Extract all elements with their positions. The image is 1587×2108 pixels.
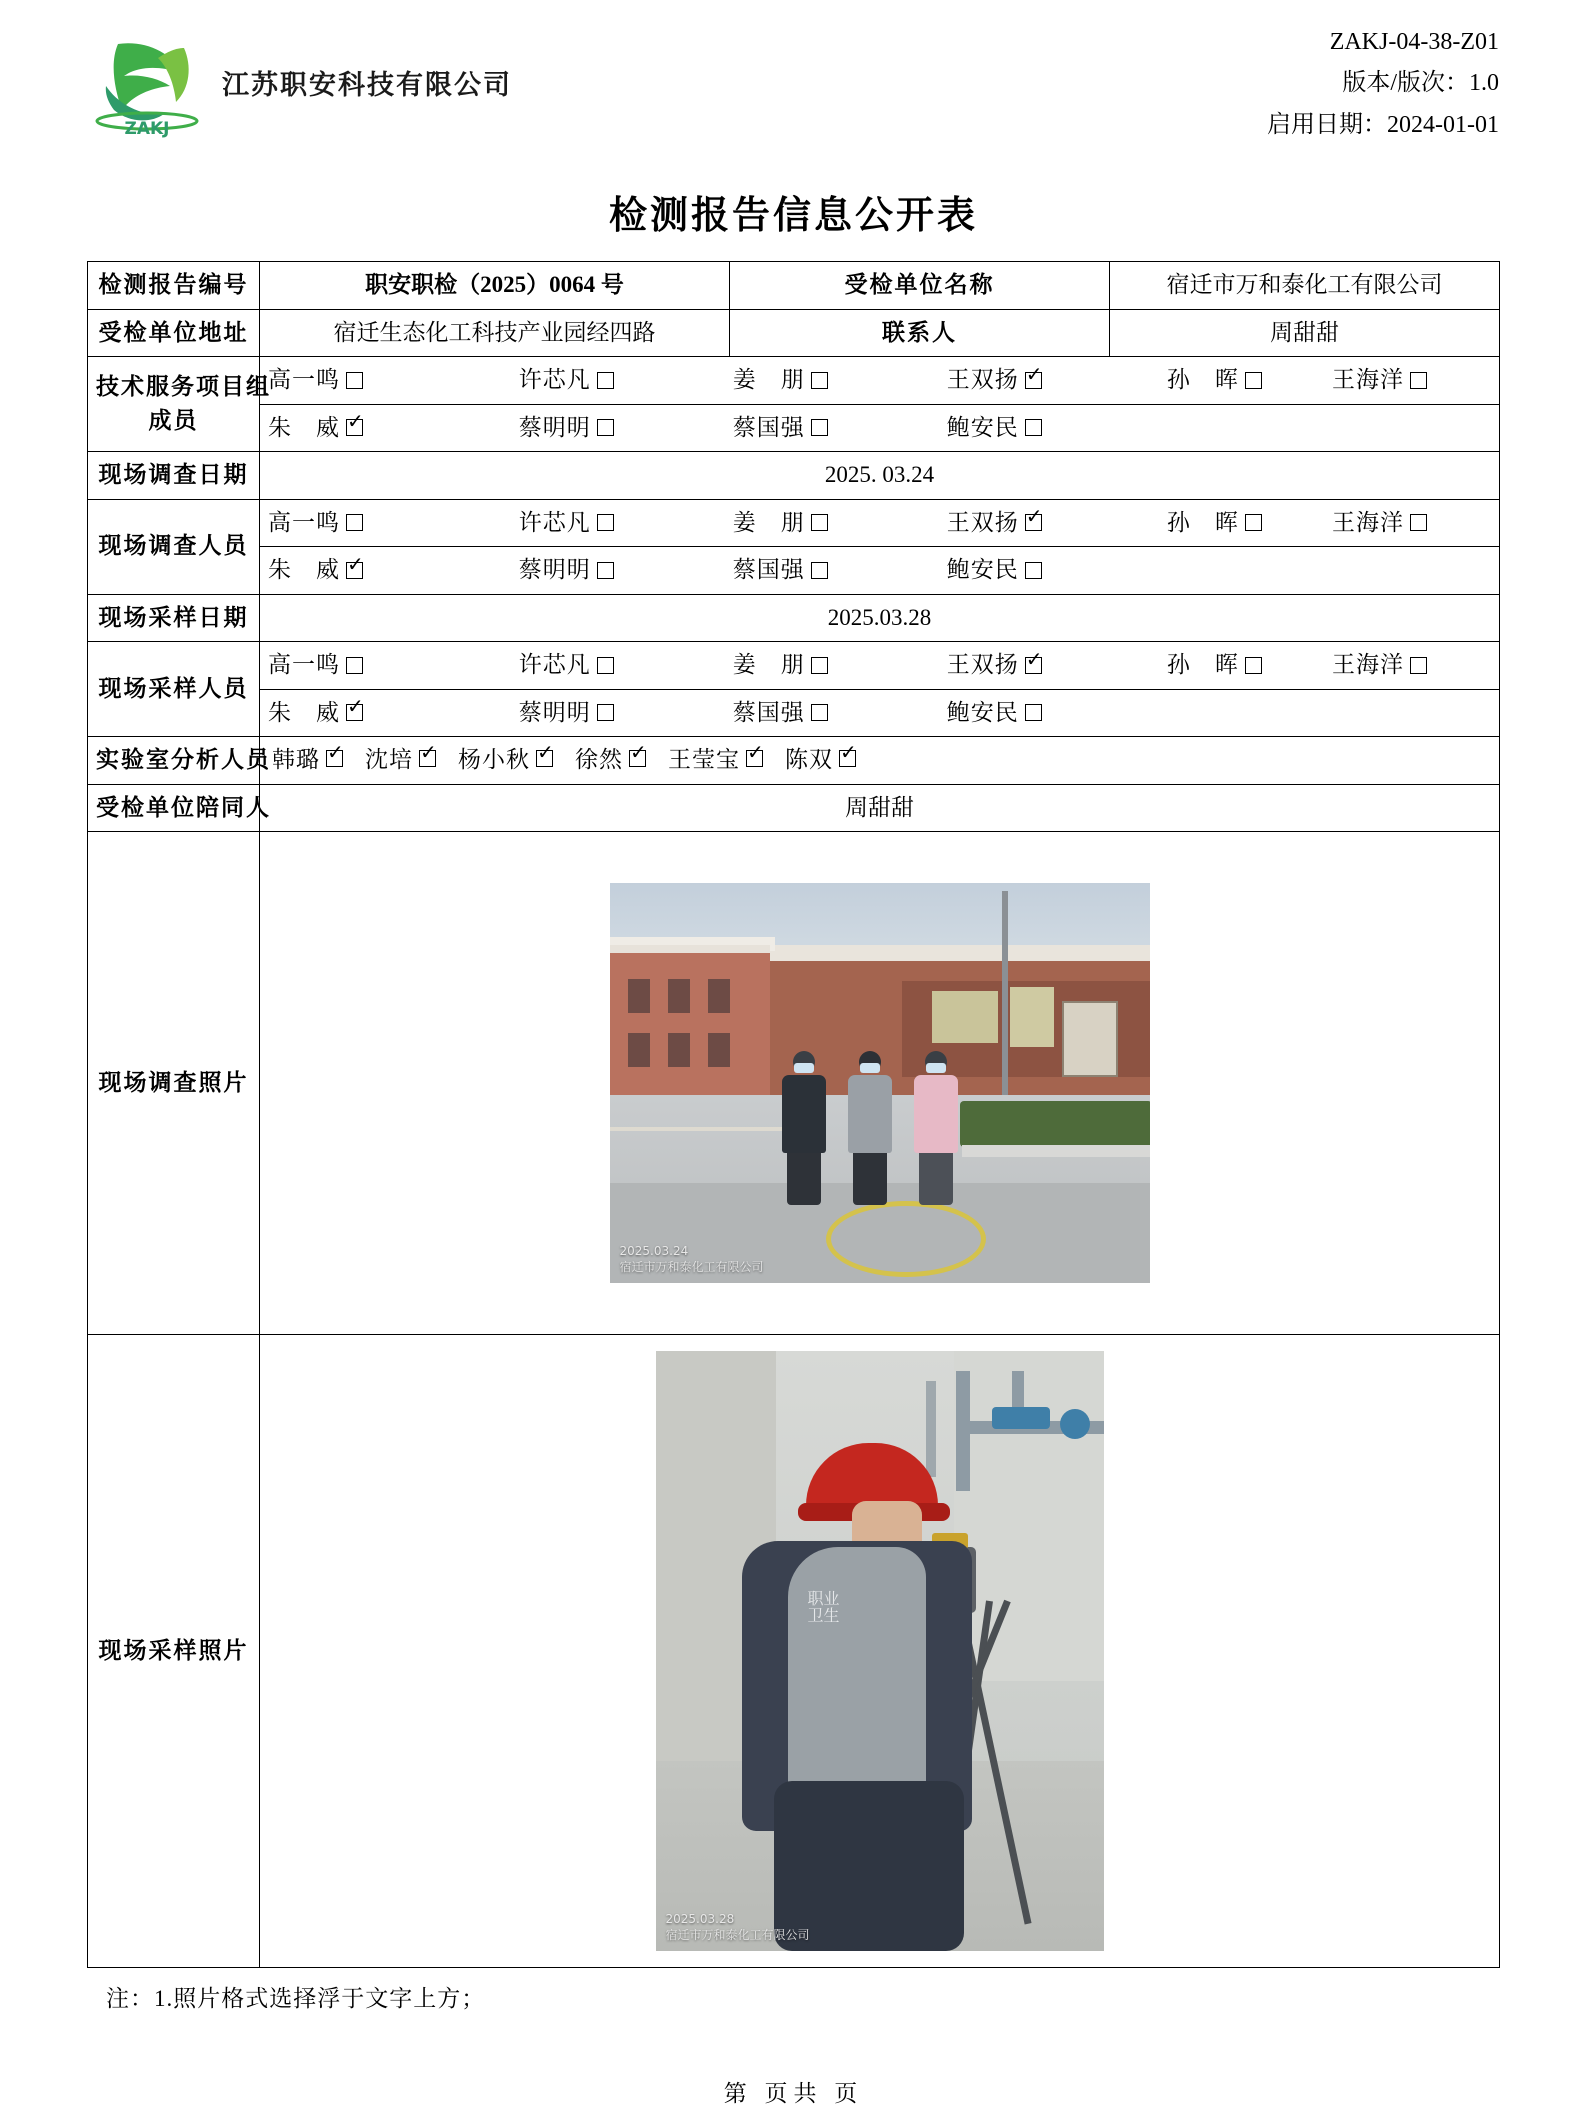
- company-logo-block: [88, 26, 512, 138]
- person-name: 王双扬: [946, 509, 1019, 535]
- checkbox-icon[interactable]: [346, 704, 363, 721]
- person-name: 王海洋: [1331, 652, 1404, 677]
- checkbox-icon[interactable]: [346, 514, 363, 531]
- checkbox-item[interactable]: [733, 553, 947, 588]
- person-name: 朱 威: [268, 414, 340, 440]
- jacket-text: 职业卫生: [807, 1589, 840, 1625]
- checkbox-item[interactable]: [947, 696, 1167, 731]
- checkbox-item[interactable]: [947, 553, 1167, 588]
- checkbox-icon[interactable]: [811, 372, 828, 389]
- person-name: 孙 晖: [1166, 652, 1239, 677]
- checkbox-item[interactable]: [785, 743, 856, 778]
- checkbox-icon[interactable]: [597, 514, 614, 531]
- checkbox-icon[interactable]: [1410, 657, 1427, 674]
- checkbox-item[interactable]: [1167, 363, 1332, 398]
- checkbox-item[interactable]: [268, 363, 519, 398]
- checkbox-item[interactable]: [1167, 506, 1332, 541]
- checkbox-icon[interactable]: [839, 750, 856, 767]
- person-name: 蔡国强: [732, 699, 805, 725]
- team-label-line1: 技术服务项目组: [96, 373, 271, 399]
- table-row: [88, 404, 1500, 452]
- person-name: 许芯凡: [518, 367, 591, 392]
- checkbox-item[interactable]: [268, 648, 519, 683]
- table-row: [88, 737, 1500, 785]
- person-name: 陈双: [785, 747, 833, 772]
- table-row: [88, 262, 1500, 310]
- checkbox-icon[interactable]: [597, 419, 614, 436]
- lab-staff-values: [260, 737, 1500, 785]
- checkbox-icon[interactable]: [1025, 514, 1042, 531]
- person-name: 王双扬: [946, 367, 1019, 392]
- checkbox-icon[interactable]: [597, 372, 614, 389]
- table-row: [88, 1335, 1500, 1968]
- survey-photo-date: 2025.03.24: [619, 1243, 689, 1258]
- page-title: 检测报告信息公开表: [608, 193, 978, 237]
- checkbox-icon[interactable]: [629, 750, 646, 767]
- person-name: 蔡国强: [732, 414, 805, 440]
- report-no-label: 检测报告编号: [88, 262, 260, 310]
- checkbox-icon[interactable]: [346, 562, 363, 579]
- checkbox-icon[interactable]: [1245, 514, 1262, 531]
- report-info-table: [87, 261, 1500, 1968]
- checkbox-icon[interactable]: [346, 419, 363, 436]
- table-row: [88, 452, 1500, 500]
- document-header: [88, 0, 1499, 160]
- checkbox-item[interactable]: [733, 363, 947, 398]
- checkbox-icon[interactable]: [597, 704, 614, 721]
- survey-photo-stamp: [620, 1243, 764, 1275]
- sampling-staff-label: 现场采样人员: [88, 642, 260, 737]
- person-name: 孙 晖: [1166, 509, 1239, 535]
- checkbox-icon[interactable]: [1245, 657, 1262, 674]
- sampling-staff-row-2: [260, 689, 1500, 737]
- checkbox-icon[interactable]: [597, 657, 614, 674]
- team-label: [88, 357, 271, 452]
- team-label-line2: 成员: [148, 408, 199, 433]
- person-name: 蔡明明: [518, 557, 591, 582]
- person-name: 鲍安民: [946, 557, 1019, 582]
- checkbox-icon[interactable]: [1410, 514, 1427, 531]
- table-row: [88, 689, 1500, 737]
- team-members-row-1: [260, 357, 1500, 405]
- checkbox-icon[interactable]: [1025, 562, 1042, 579]
- sampling-site-photo: [656, 1351, 1104, 1951]
- checkbox-item[interactable]: [1332, 363, 1491, 398]
- checkbox-item[interactable]: [268, 411, 519, 446]
- checkbox-item[interactable]: [519, 363, 733, 398]
- survey-staff-row-2: [260, 547, 1500, 595]
- contact-label: 联系人: [730, 309, 1110, 357]
- doc-code: ZAKJ-04-38-Z01: [1329, 29, 1499, 55]
- checkbox-icon[interactable]: [536, 750, 553, 767]
- svg-text:ZAKJ: ZAKJ: [124, 119, 170, 138]
- checkbox-item[interactable]: [947, 363, 1167, 398]
- checkbox-item[interactable]: [272, 743, 343, 778]
- checkbox-item[interactable]: [519, 696, 733, 731]
- checkbox-item[interactable]: [733, 696, 947, 731]
- person-name: 姜 朋: [732, 509, 805, 535]
- checkbox-icon[interactable]: [1025, 372, 1042, 389]
- person-name: 孙 晖: [1166, 367, 1239, 392]
- person-name: 朱 威: [268, 557, 340, 582]
- address-value: 宿迁生态化工科技产业园经四路: [260, 309, 730, 357]
- person-name: 蔡明明: [518, 414, 591, 440]
- table-row: [88, 784, 1500, 832]
- survey-staff-row-1: [260, 499, 1500, 547]
- person-name: 蔡明明: [518, 699, 591, 725]
- table-row: [88, 499, 1500, 547]
- table-row: [88, 547, 1500, 595]
- sampling-photo-date: 2025.03.28: [665, 1911, 735, 1926]
- survey-date-label: 现场调查日期: [88, 452, 260, 500]
- survey-site-photo: [610, 883, 1150, 1283]
- checkbox-icon[interactable]: [1410, 372, 1427, 389]
- person-name: 许芯凡: [518, 509, 591, 535]
- checkbox-icon[interactable]: [346, 372, 363, 389]
- team-members-row-2: [260, 404, 1500, 452]
- table-row: [88, 832, 1500, 1335]
- checkbox-item[interactable]: [1332, 648, 1491, 683]
- checkbox-icon[interactable]: [746, 750, 763, 767]
- checkbox-icon[interactable]: [346, 657, 363, 674]
- checkbox-item[interactable]: [458, 743, 553, 778]
- checkbox-item[interactable]: [1167, 648, 1332, 683]
- survey-photo-cell: [260, 832, 1500, 1335]
- escort-value: 周甜甜: [260, 784, 1500, 832]
- person-name: 鲍安民: [946, 414, 1019, 440]
- checkbox-icon[interactable]: [811, 419, 828, 436]
- person-name: 高一鸣: [268, 509, 340, 535]
- sampling-photo-cell: [260, 1335, 1500, 1968]
- checkbox-item[interactable]: [519, 506, 733, 541]
- leaf-logo-icon: [88, 26, 206, 138]
- person-name: 鲍安民: [946, 699, 1019, 725]
- checkbox-item[interactable]: [733, 648, 947, 683]
- checkbox-item[interactable]: [519, 411, 733, 446]
- escort-label: 受检单位陪同人: [88, 784, 260, 832]
- sampling-photo-location: 宿迁市万和泰化工有限公司: [665, 1927, 810, 1942]
- person-name: 王海洋: [1331, 367, 1404, 392]
- contact-value: 周甜甜: [1110, 309, 1500, 357]
- person-name: 朱 威: [268, 699, 340, 725]
- checkbox-icon[interactable]: [811, 704, 828, 721]
- table-row: [88, 594, 1500, 642]
- sampling-date-label: 现场采样日期: [88, 594, 260, 642]
- checkbox-icon[interactable]: [326, 750, 343, 767]
- person-name: 许芯凡: [518, 652, 591, 677]
- person-name: 王海洋: [1331, 509, 1404, 535]
- survey-date-value: 2025. 03.24: [260, 452, 1500, 500]
- checkbox-icon[interactable]: [811, 562, 828, 579]
- person-name: 高一鸣: [268, 367, 340, 392]
- checkbox-item[interactable]: [268, 553, 519, 588]
- checkbox-item[interactable]: [519, 553, 733, 588]
- checkbox-icon[interactable]: [1025, 657, 1042, 674]
- table-row: [88, 357, 1500, 405]
- checkbox-item[interactable]: [268, 696, 519, 731]
- person-name: 王双扬: [946, 652, 1019, 677]
- sampling-photo-stamp: [666, 1911, 810, 1943]
- footnote: 注：1.照片格式选择浮于文字上方；: [106, 1986, 486, 2011]
- checkbox-item[interactable]: [947, 648, 1167, 683]
- person-name: 姜 朋: [732, 367, 805, 392]
- checkbox-icon[interactable]: [811, 514, 828, 531]
- header-meta: [1267, 22, 1499, 146]
- checkbox-icon[interactable]: [1245, 372, 1262, 389]
- doc-version: 版本/版次：1.0: [1342, 70, 1499, 97]
- checkbox-item[interactable]: [733, 411, 947, 446]
- checkbox-item[interactable]: [1332, 506, 1491, 541]
- doc-effective-date: 启用日期：2024-01-01: [1267, 111, 1499, 138]
- page-footer: 第 页共 页: [723, 2081, 864, 2106]
- person-name: 姜 朋: [732, 652, 805, 677]
- checkbox-icon[interactable]: [1025, 704, 1042, 721]
- sampling-photo-label: 现场采样照片: [88, 1335, 260, 1968]
- checkbox-item[interactable]: [733, 506, 947, 541]
- checkbox-icon[interactable]: [597, 562, 614, 579]
- lab-staff-label: 实验室分析人员: [88, 737, 260, 785]
- address-label: 受检单位地址: [88, 309, 260, 357]
- checkbox-item[interactable]: [575, 743, 646, 778]
- person-name: 徐然: [575, 747, 623, 772]
- table-row: [88, 642, 1500, 690]
- checkbox-item[interactable]: [668, 743, 763, 778]
- company-name: 江苏职安科技有限公司: [222, 69, 512, 101]
- person-name: 王莹宝: [668, 747, 740, 772]
- checkbox-icon[interactable]: [1025, 419, 1042, 436]
- survey-photo-location: 宿迁市万和泰化工有限公司: [619, 1259, 764, 1274]
- report-no-value: 职安职检（2025）0064 号: [260, 262, 730, 310]
- survey-photo-label: 现场调查照片: [88, 832, 260, 1335]
- checkbox-icon[interactable]: [811, 657, 828, 674]
- person-name: 高一鸣: [268, 652, 340, 677]
- survey-staff-label: 现场调查人员: [88, 499, 260, 594]
- checkbox-icon[interactable]: [419, 750, 436, 767]
- checkbox-item[interactable]: [519, 648, 733, 683]
- person-name: 韩璐: [272, 747, 320, 772]
- checkbox-item[interactable]: [947, 411, 1167, 446]
- table-row: [88, 309, 1500, 357]
- sampling-staff-row-1: [260, 642, 1500, 690]
- client-value: 宿迁市万和泰化工有限公司: [1110, 262, 1500, 310]
- person-name: 蔡国强: [732, 557, 805, 582]
- person-name: 杨小秋: [458, 747, 530, 772]
- checkbox-item[interactable]: [365, 743, 436, 778]
- checkbox-item[interactable]: [268, 506, 519, 541]
- sampling-date-value: 2025.03.28: [260, 594, 1500, 642]
- checkbox-item[interactable]: [947, 506, 1167, 541]
- person-name: 沈培: [365, 747, 413, 772]
- client-label: 受检单位名称: [730, 262, 1110, 310]
